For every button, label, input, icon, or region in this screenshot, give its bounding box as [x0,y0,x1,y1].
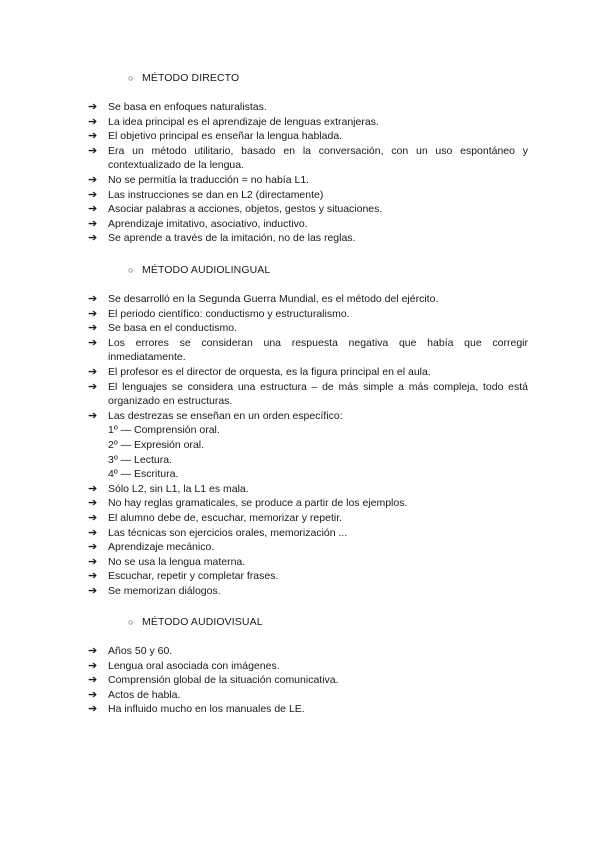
list-item: ➔ Lengua oral asociada con imágenes. [88,659,280,672]
list-item: ➔ El lenguajes se considera una estructura – de más simple a más compleja, todo está organizado en estructuras. [88,380,528,408]
arrow-bullet-icon: ➔ [88,232,98,245]
list-item: ➔ Se aprende a través de la imitación, no de las reglas. [88,232,356,245]
arrow-bullet-icon: ➔ [88,555,98,568]
list-item: ➔ Era un método utilitario, basado en la conversación, con un uso espontáneo y contextualizado de la lengua. [88,144,528,172]
arrow-bullet-icon: ➔ [88,659,98,672]
list-item: ➔ Los errores se consideran una respuesta negativa que había que corregir inmediatamente. [88,336,528,364]
section-heading [128,614,600,630]
list-item: ➔ Aprendizaje mecánico. [88,541,215,554]
list-item: ➔ No se usa la lengua materna. [88,555,246,568]
arrow-bullet-icon: ➔ [88,526,98,539]
arrow-bullet-icon: ➔ [88,173,98,186]
list-item: ➔ Se basa en enfoques naturalistas. [88,101,267,113]
circle-bullet-icon: ○ [128,617,134,627]
arrow-bullet-icon: ➔ [88,144,98,157]
list-item: ➔ Escuchar, repetir y completar frases. [88,570,279,583]
circle-bullet-icon: ○ [128,265,134,275]
bullet-list [0,644,600,717]
arrow-bullet-icon: ➔ [88,101,98,113]
section-title: MÉTODO AUDIOLINGUAL [142,264,271,276]
arrow-bullet-icon: ➔ [88,409,98,422]
arrow-bullet-icon: ➔ [88,130,98,143]
bullet-list [0,292,600,598]
list-item: ➔ Aprendizaje imitativo, asociativo, inductivo. [88,217,308,230]
list-item: ➔ La idea principal es el aprendizaje de lenguas extranjeras. [88,115,379,128]
arrow-bullet-icon: ➔ [88,217,98,230]
arrow-bullet-icon: ➔ [88,703,98,716]
skills-order-line: 4º — Escritura. [108,468,179,481]
list-item: ➔ Se desarrolló en la Segunda Guerra Mundial, es el método del ejército. [88,293,439,305]
list-item: ➔ El profesor es el director de orquesta, es la figura principal en el aula. [88,365,431,378]
arrow-bullet-icon: ➔ [88,674,98,687]
arrow-bullet-icon: ➔ [88,203,98,216]
list-item: ➔ Las técnicas son ejercicios orales, memorización ... [88,526,348,539]
arrow-bullet-icon: ➔ [88,336,98,349]
list-item: ➔ El alumno debe de, escuchar, memorizar y repetir. [88,511,343,524]
skills-order-line: 1º — Comprensión oral. [108,424,220,437]
section-heading [128,262,600,278]
arrow-bullet-icon: ➔ [88,115,98,128]
arrow-bullet-icon: ➔ [88,688,98,701]
arrow-bullet-icon: ➔ [88,365,98,378]
list-item: ➔ Sólo L2, sin L1, la L1 es mala. [88,482,249,495]
arrow-bullet-icon: ➔ [88,322,98,335]
section-metodo-directo [0,70,600,246]
arrow-bullet-icon: ➔ [88,511,98,524]
list-item: ➔ No se permitía la traducción = no había L1. [88,173,310,186]
section-heading [128,70,600,86]
circle-bullet-icon: ○ [128,73,134,83]
list-item: ➔ El objetivo principal es enseñar la lengua hablada. [88,130,343,143]
skills-order-line: 2º — Expresión oral. [108,438,205,451]
section-title: MÉTODO DIRECTO [142,72,240,84]
arrow-bullet-icon: ➔ [88,497,98,510]
skills-order-line: 3º — Lectura. [108,453,172,466]
section-metodo-audiolingual [0,262,600,598]
list-item: ➔ No hay reglas gramaticales, se produce a partir de los ejemplos. [88,497,408,510]
arrow-bullet-icon: ➔ [88,293,98,305]
list-item: ➔ Las instrucciones se dan en L2 (directamente) [88,188,324,201]
arrow-bullet-icon: ➔ [88,584,98,597]
arrow-bullet-icon: ➔ [88,570,98,583]
arrow-bullet-icon: ➔ [88,307,98,320]
bullet-list [0,100,600,246]
arrow-bullet-icon: ➔ [88,380,98,393]
list-item: ➔ Años 50 y 60. [88,645,173,657]
list-item: ➔ Asociar palabras a acciones, objetos, gestos y situaciones. [88,203,383,216]
arrow-bullet-icon: ➔ [88,541,98,554]
arrow-bullet-icon: ➔ [88,188,98,201]
list-item: ➔ Comprensión global de la situación comunicativa. [88,674,339,687]
arrow-bullet-icon: ➔ [88,482,98,495]
section-title: MÉTODO AUDIOVISUAL [142,616,263,628]
list-item: ➔ Ha influido mucho en los manuales de LE. [88,703,305,716]
list-item-skills-order: ➔ Las destrezas se enseñan en un orden específico: 1º — Comprensión oral. 2º — Expresión oral. 3º — Lectura. 4º — Escritura. [0,409,600,482]
list-item: ➔ El periodo científico: conductismo y estructuralismo. [88,307,350,320]
list-item: ➔ Actos de habla. [88,688,181,701]
list-item: ➔ Se basa en el conductismo. [88,322,237,335]
arrow-bullet-icon: ➔ [88,645,98,657]
section-metodo-audiovisual [0,614,600,717]
list-item: ➔ Se memorizan diálogos. [88,584,221,597]
